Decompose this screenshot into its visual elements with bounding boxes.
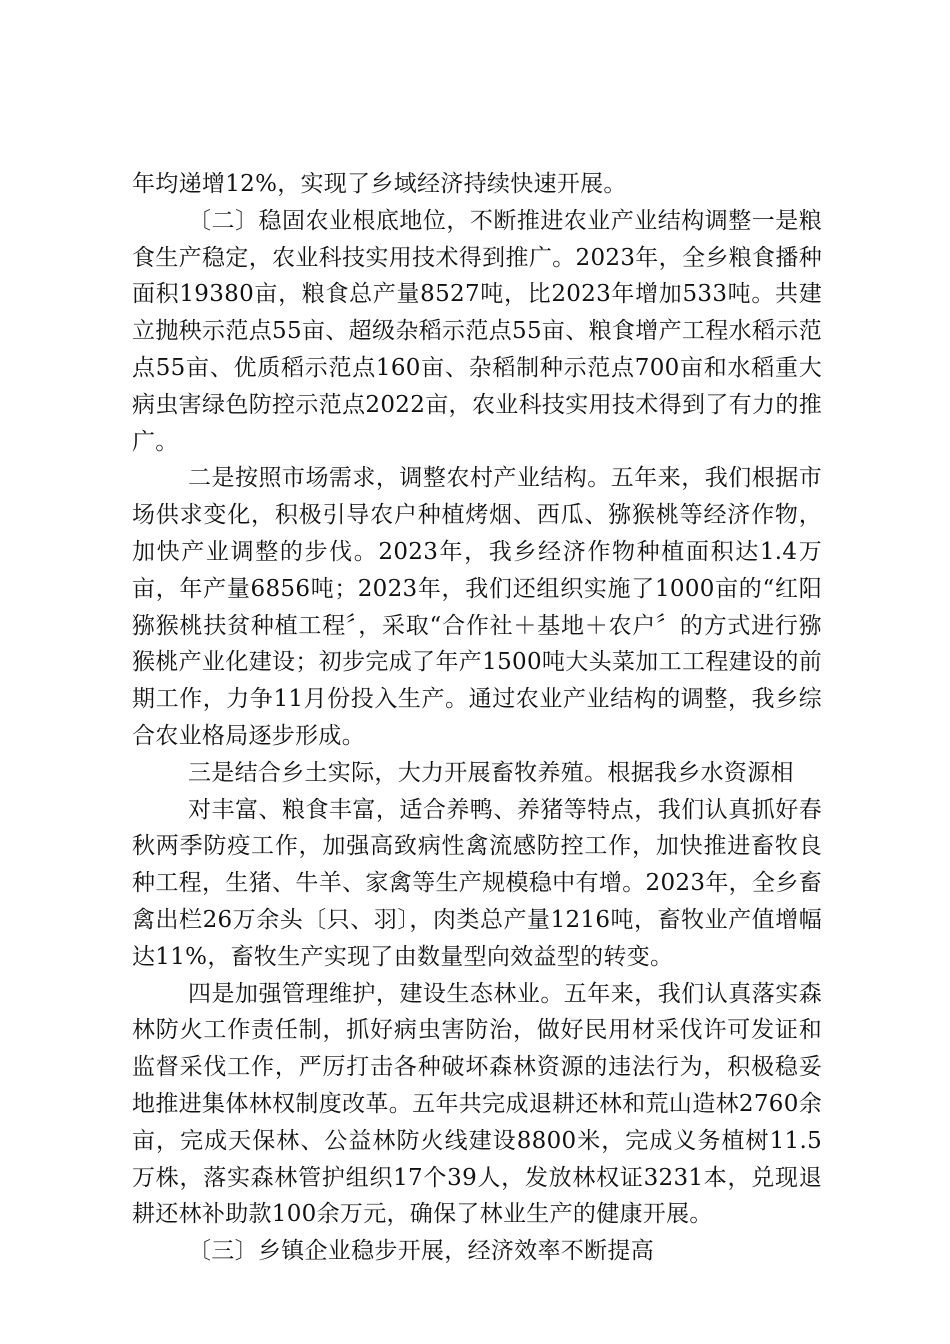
paragraph-industry-structure: 二是按照市场需求，调整农村产业结构。五年来，我们根据市场供求变化，积极引导农户种植烤烟、西瓜、猕猴桃等经济作物，加快产业调整的步伐。2023年，我乡经济作物种植面积达1.4万亩，年产量6856吨；2023年，我们还组织实施了1000亩的“红阳猕猴桃扶贫种植工程〞，采取“合作社＋基地＋农户〞的方式进行猕猴桃产业化建设；初步完成了年产1500吨大头菜加工工程建设的前期工作，力争11月份投入生产。通过农业产业结构的调整，我乡综合农业格局逐步形成。 (132, 465, 822, 749)
paragraph-growth-summary: 年均递增12%，实现了乡域经济持续快速开展。 (132, 171, 627, 197)
paragraph-forestry: 四是加强管理维护，建设生态林业。五年来，我们认真落实森林防火工作责任制，抓好病虫害防治，做好民用材采伐许可发证和监督采伐工作，严厉打击各种破坏森林资源的违法行为，积极稳妥地推进集体林权制度改革。五年共完成退耕还林和荒山造林2760余亩，完成天保林、公益林防火线建设8800米，完成义务植树11.5万株，落实森林管护组织17个39人，发放林权证3231本，兑现退耕还林补助款100余万元，确保了林业生产的健康开展。 (132, 980, 822, 1228)
paragraph-livestock-intro: 三是结合乡土实际，大力开展畜牧养殖。根据我乡水资源相 (188, 759, 794, 786)
section-heading-three: 〔三〕乡镇企业稳步开展，经济效率不断提高 (188, 1238, 654, 1265)
paragraph-section-two-grain: 〔二〕稳固农业根底地位，不断推进农业产业结构调整一是粮食生产稳定，农业科技实用技术得到推广。2023年，全乡粮食播种面积19380亩，粮食总产量8527吨，比2023年增加533吨。共建立抛秧示范点55亩、超级杂稻示范点55亩、粮食增产工程水稻示范点55亩、优质稻示范点160亩、杂稻制种示范点700亩和水稻重大病虫害绿色防控示范点2022亩，农业科技实用技术得到了有力的推广。 (132, 207, 822, 455)
paragraph-livestock-details: 对丰富、粮食丰富，适合养鸭、养猪等特点，我们认真抓好春秋两季防疫工作，加强高致病性禽流感防控工作，加快推进畜牧良种工程，生猪、牛羊、家禽等生产规模稳中有增。2023年，全乡畜禽出栏26万余头〔只、羽〕，肉类总产量1216吨，畜牧业产值增幅达11%，畜牧生产实现了由数量型向效益型的转变。 (132, 796, 822, 970)
document-body (132, 166, 822, 1270)
